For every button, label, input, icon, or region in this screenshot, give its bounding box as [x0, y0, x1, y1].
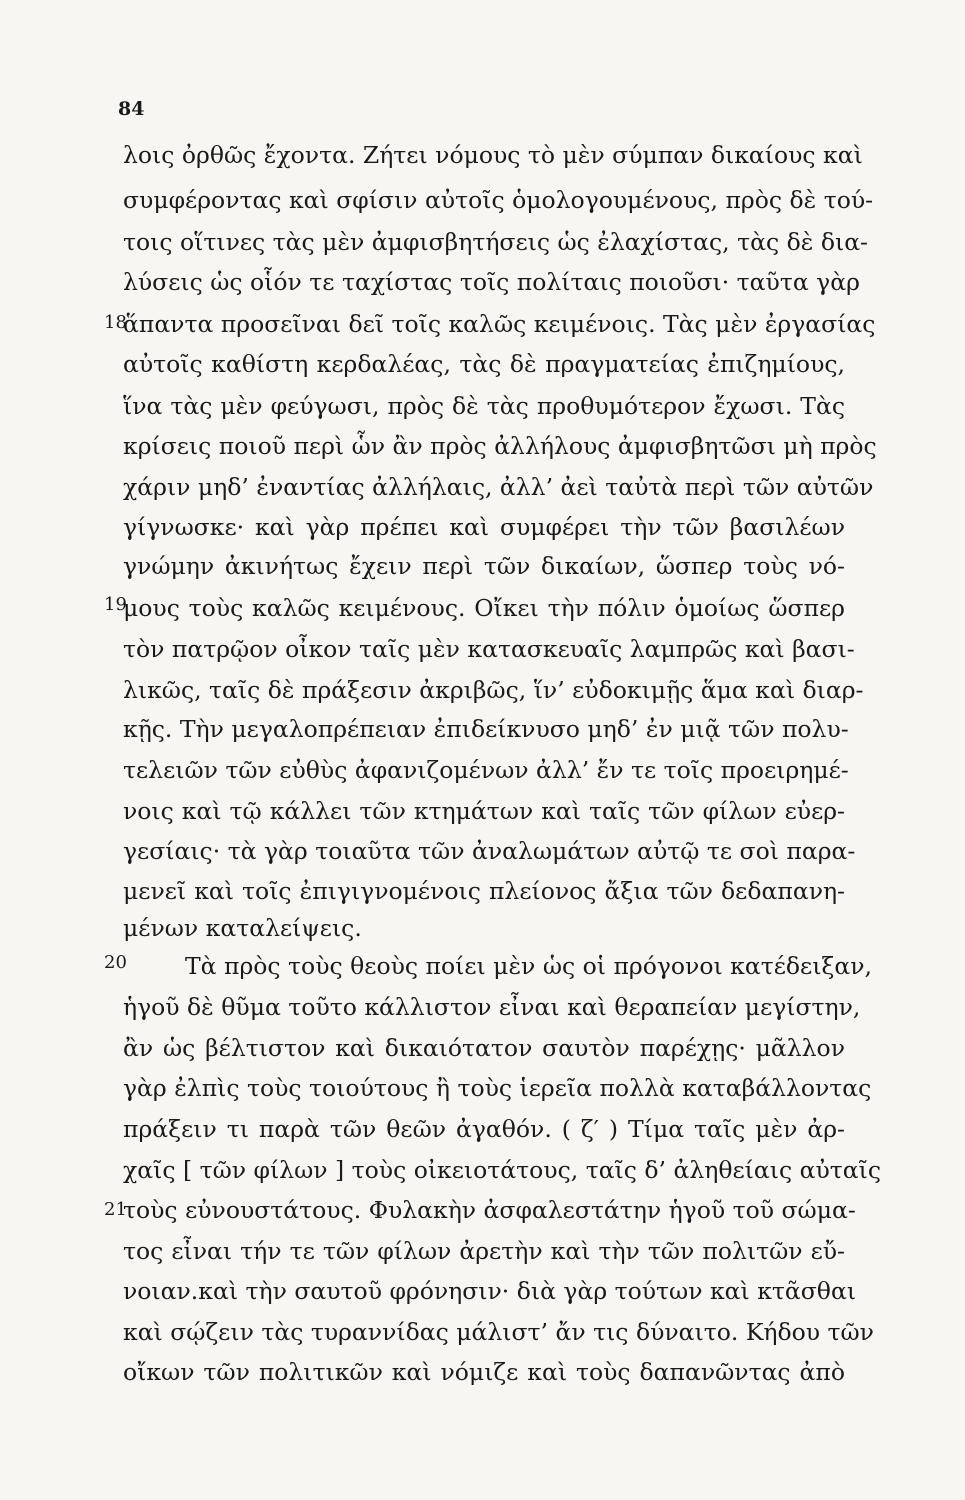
text-line: ἅπαντα προσεῖναι δεῖ τοῖς καλῶς κειμένοις. Τὰς μὲν ἐργασίας	[123, 310, 876, 338]
text-line: γὰρ ἐλπὶς τοὺς τοιούτους ἢ τοὺς ἱερεῖα πολλὰ καταβάλλοντας	[123, 1074, 872, 1102]
text-line: καὶ σῴζειν τὰς τυραννίδας μάλιστ’ ἄν τις δύναιτο. Κήδου τῶν	[123, 1318, 874, 1346]
text-line: Τὰ πρὸς τοὺς θεοὺς ποίει μὲν ὡς οἱ πρόγονοι κατέδειξαν,	[185, 952, 872, 980]
margin-number-19: 19	[104, 594, 127, 615]
margin-number-18: 18	[104, 312, 127, 333]
text-line: νοιαν.καὶ τὴν σαυτοῦ φρόνησιν· διὰ γὰρ τούτων καὶ κτᾶσθαι	[123, 1277, 857, 1305]
text-line: συμφέροντας καὶ σφίσιν αὐτοῖς ὁμολογουμένους, πρὸς δὲ τού-	[123, 186, 874, 214]
text-line: λύσεις ὡς οἷόν τε ταχίστας τοῖς πολίταις ποιοῦσι· ταῦτα γὰρ	[123, 268, 860, 296]
text-line: γνώμην ἀκινήτως ἔχειν περὶ τῶν δικαίων, ὥσπερ τοὺς νό-	[123, 552, 845, 580]
text-line: νοις καὶ τῷ κάλλει τῶν κτημάτων καὶ ταῖς τῶν φίλων εὐερ-	[123, 797, 845, 825]
text-line: ἡγοῦ δὲ θῦμα τοῦτο κάλλιστον εἶναι καὶ θεραπείαν μεγίστην,	[123, 993, 861, 1021]
text-line: τελειῶν τῶν εὐθὺς ἀφανιζομένων ἀλλ’ ἔν τε τοῖς προειρημέ-	[123, 756, 849, 784]
text-line: χαῖς [ τῶν φίλων ] τοὺς οἰκειοτάτους, ταῖς δ’ ἀληθείαις αὐταῖς	[123, 1156, 881, 1184]
text-line: μενεῖ καὶ τοῖς ἐπιγιγνομένοις πλείονος ἄξια τῶν δεδαπανη-	[123, 877, 845, 905]
page-number: 84	[118, 98, 145, 120]
text-line: χάριν μηδ’ ἐναντίας ἀλλήλαις, ἀλλ’ ἀεὶ ταὐτὰ περὶ τῶν αὐτῶν	[123, 473, 874, 501]
text-line: τος εἶναι τήν τε τῶν φίλων ἀρετὴν καὶ τὴν τῶν πολιτῶν εὔ-	[123, 1237, 845, 1265]
text-line: λοις ὀρθῶς ἔχοντα. Ζήτει νόμους τὸ μὲν σύμπαν δικαίους καὶ	[123, 141, 863, 169]
text-line: ἂν ὡς βέλτιστον καὶ δικαιότατον σαυτὸν παρέχῃς· μᾶλλον	[123, 1034, 845, 1062]
text-line: τὸν πατρῷον οἶκον ταῖς μὲν κατασκευαῖς λαμπρῶς καὶ βασι-	[123, 635, 855, 663]
text-line: μους τοὺς καλῶς κειμένους. Οἴκει τὴν πόλιν ὁμοίως ὥσπερ	[123, 594, 845, 622]
text-line: οἴκων τῶν πολιτικῶν καὶ νόμιζε καὶ τοὺς δαπανῶντας ἀπὸ	[123, 1358, 845, 1386]
text-line: γίγνωσκε· καὶ γὰρ πρέπει καὶ συμφέρει τὴν τῶν βασιλέων	[123, 513, 845, 541]
margin-number-20: 20	[104, 952, 127, 973]
text-line: μένων καταλείψεις.	[123, 914, 362, 942]
text-line: γεσίαις· τὰ γὰρ τοιαῦτα τῶν ἀναλωμάτων αὐτῷ τε σοὶ παρα-	[123, 837, 856, 865]
text-line: κῇς. Τὴν μεγαλοπρέπειαν ἐπιδείκνυσο μηδ’ ἐν μιᾷ τῶν πολυ-	[123, 715, 849, 743]
text-line: κρίσεις ποιοῦ περὶ ὧν ἂν πρὸς ἀλλήλους ἀμφισβητῶσι μὴ πρὸς	[123, 432, 877, 460]
text-line: ἵνα τὰς μὲν φεύγωσι, πρὸς δὲ τὰς προθυμότερον ἔχωσι. Τὰς	[123, 392, 845, 420]
text-line: τοις οἵτινες τὰς μὲν ἀμφισβητήσεις ὡς ἐλαχίστας, τὰς δὲ δια-	[123, 228, 869, 256]
text-line: αὐτοῖς καθίστη κερδαλέας, τὰς δὲ πραγματείας ἐπιζημίους,	[123, 350, 845, 378]
text-line: λικῶς, ταῖς δὲ πράξεσιν ἀκριβῶς, ἵν’ εὐδοκιμῇς ἅμα καὶ διαρ-	[123, 676, 864, 704]
text-line: πράξειν τι παρὰ τῶν θεῶν ἀγαθόν. ( ζ′ ) Τίμα ταῖς μὲν ἀρ-	[123, 1115, 845, 1143]
text-line: τοὺς εὐνουστάτους. Φυλακὴν ἀσφαλεστάτην ἡγοῦ τοῦ σώμα-	[123, 1196, 856, 1224]
margin-number-21: 21	[104, 1199, 127, 1220]
